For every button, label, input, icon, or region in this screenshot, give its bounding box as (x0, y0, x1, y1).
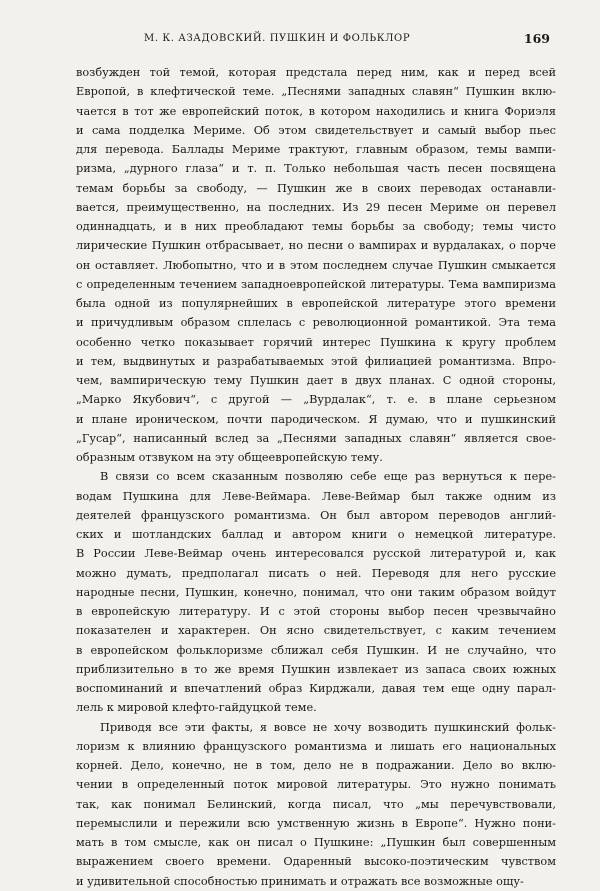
paragraph (76, 63, 556, 467)
body-text (76, 63, 556, 891)
text-line: ризма, „дурного глаза“ и т. п. Только небольшая часть песен посвящена (76, 162, 556, 176)
text-line: „Марко Якубович“, с другой — „Вурдалак“, т. е. в плане серьезном (76, 393, 556, 407)
text-line: и причудливым образом сплелась с революционной романтикой. Эта тема (76, 316, 556, 330)
text-line: в европейском фольклоризме сближал себя Пушкин. И не случайно, что (76, 643, 556, 657)
text-line: Европой, в клефтической теме. „Песнями западных славян“ Пушкин вклю- (76, 85, 556, 99)
running-head: М. К. АЗАДОВСКИЙ. ПУШКИН И ФОЛЬКЛОР (144, 33, 411, 44)
text-line: чается в тот же европейский поток, в котором находились и книга Фориэля (76, 104, 556, 118)
text-line: можно думать, предполагал писать о ней. Переводя для него русские (76, 566, 556, 580)
text-line: водам Пушкина для Леве-Веймара. Леве-Веймар был также одним из (76, 489, 556, 503)
text-line: чем, вампирическую тему Пушкин дает в двух планах. С одной стороны, (76, 374, 556, 387)
text-line: была одной из популярнейших в европейской литературе этого времени (76, 297, 556, 310)
text-line: народные песни, Пушкин, конечно, понимал, что они таким образом войдут (76, 585, 556, 599)
text-line: показателен и характерен. Он ясно свидетельствует, с каким течением (76, 624, 556, 638)
text-line: образным отзвуком на эту общеевропейскую тему. (76, 451, 383, 464)
text-line: для перевода. Баллады Мериме трактуют, главным образом, темы вампи- (76, 143, 556, 156)
text-line: лель к мировой клефто-гайдуцкой теме. (76, 701, 317, 715)
text-line: лоризм к влиянию французского романтизма и лишать его национальных (76, 739, 556, 753)
text-line: он оставляет. Любопытно, что и в этом последнем случае Пушкин смыкается (76, 258, 556, 272)
text-line: особенно четко показывает горячий интерес Пушкина к кругу проблем (76, 335, 556, 349)
text-line: В России Леве-Веймар очень интересовался русской литературой и, как (76, 547, 556, 561)
text-line: деятелей французского романтизма. Он был автором переводов англий- (76, 508, 556, 522)
text-line: Приводя все эти факты, я вовсе не хочу возводить пушкинский фольк- (100, 720, 556, 734)
text-line: лирические Пушкин отбрасывает, но песни о вампирах и вурдалаках, о порче (76, 239, 556, 253)
text-line: воспоминаний и впечатлений образ Кирджали, давая тем еще одну парал- (76, 682, 556, 695)
text-line: и сама подделка Мериме. Об этом свидетельствует и самый выбор пьес (76, 123, 556, 137)
page-header (76, 26, 550, 46)
text-line: вается, преимущественно, на последних. Из 29 песен Мериме он перевел (76, 200, 556, 214)
text-line: корней. Дело, конечно, не в том, дело не в подражании. Дело во вклю- (76, 759, 556, 772)
text-line: перемыслили и пережили всю умственную жизнь в Европе“. Нужно пони- (76, 816, 556, 830)
text-line: и плане ироническом, почти пародическом. Я думаю, что и пушкинский (76, 412, 556, 426)
text-line: приблизительно в то же время Пушкин извлекает из запаса своих южных (76, 662, 556, 676)
text-line: В связи со всем сказанным позволяю себе еще раз вернуться к пере- (100, 470, 556, 484)
text-line: „Гусар“, написанный вслед за „Песнями западных славян“ является свое- (76, 431, 556, 445)
text-line: чении в определенный поток мировой литературы. Это нужно понимать (76, 778, 556, 792)
paragraph (76, 467, 556, 717)
text-line: и тем, выдвинутых и разрабатываемых этой филиацией романтизма. Впро- (76, 354, 556, 368)
paragraph (76, 718, 556, 891)
text-line: ских и шотландских баллад и автором книги о немецкой литературе. (76, 528, 556, 541)
text-line: выражением своего времени. Одаренный высоко-поэтическим чувством (76, 855, 556, 869)
page-number: 169 (523, 31, 550, 46)
text-line: так, как понимал Белинский, когда писал, что „мы перечувствовали, (76, 797, 556, 811)
text-line: темам борьбы за свободу, — Пушкин же в своих переводах останавли- (76, 181, 556, 195)
text-line: одиннадцать, и в них преобладают темы борьбы за свободу; темы чисто (76, 220, 556, 233)
text-line: с определенным течением западноевропейской литературы. Тема вампиризма (76, 277, 556, 291)
text-line: возбужден той темой, которая предстала перед ним, как и перед всей (76, 66, 556, 79)
text-line: в европейскую литературу. И с этой стороны выбор песен чрезвычайно (76, 605, 556, 618)
text-line: и удивительной способностью принимать и отражать все возможные ощу- (76, 874, 524, 888)
text-line: мать в том смысле, как он писал о Пушкине: „Пушкин был совершенным (76, 836, 556, 849)
